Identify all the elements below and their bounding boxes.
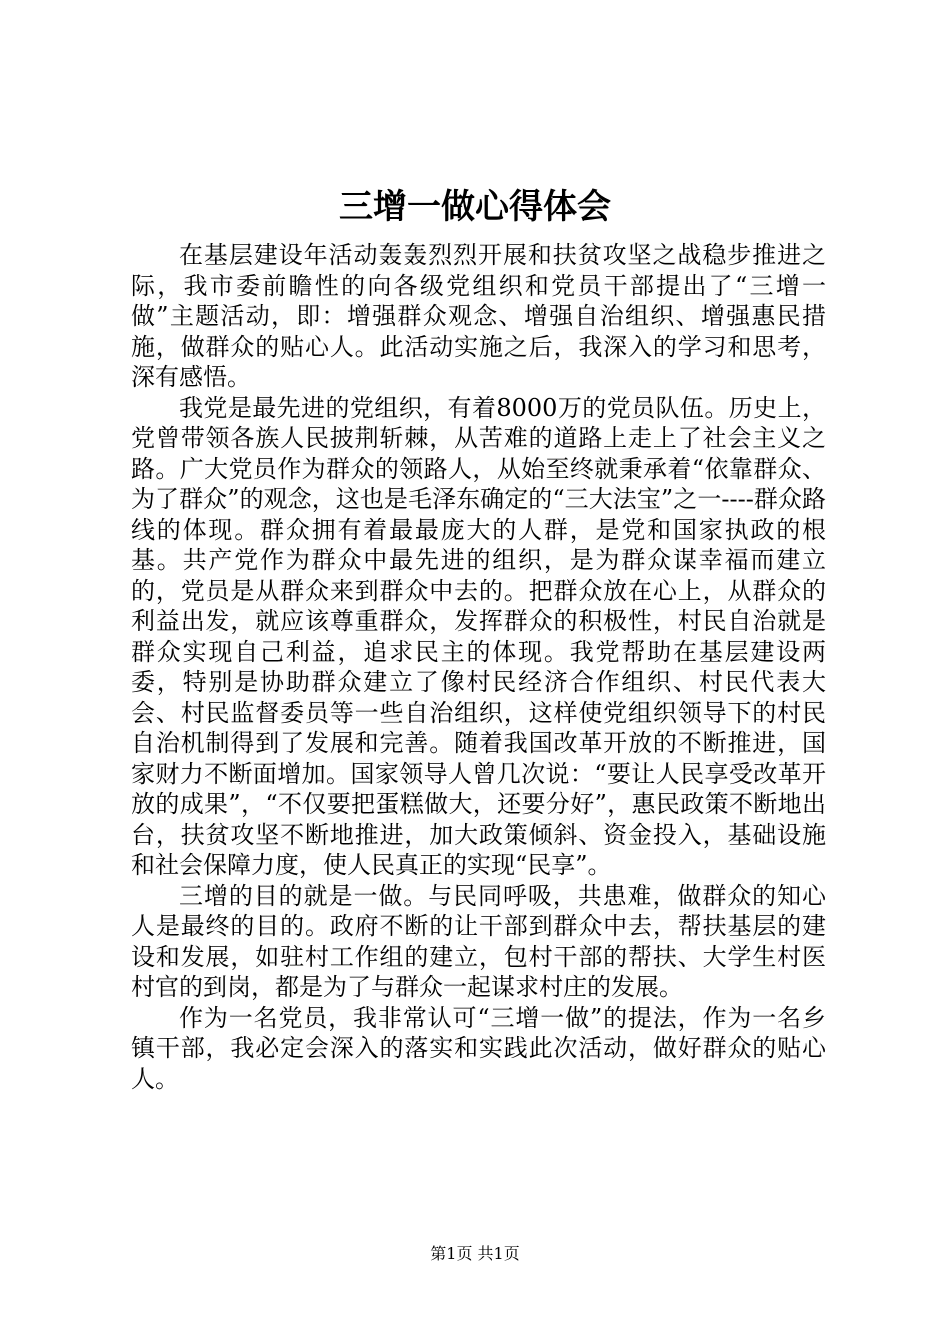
paragraph-1: 在基层建设年活动轰轰烈烈开展和扶贫攻坚之战稳步推进之际，我市委前瞻性的向各级党组织和党员干部提出了“三增一做”主题活动，即：增强群众观念、增强自治组织、增强惠民措施，做群众的贴心人。此活动实施之后，我深入的学习和思考，深有感悟。 [131, 241, 826, 391]
page-footer: 第1页 共1页 [430, 1244, 520, 1263]
document-body [131, 240, 826, 1094]
document-title: 三增一做心得体会 [339, 187, 611, 227]
paragraph-3: 三增的目的就是一做。与民同呼吸，共患难，做群众的知心人是最终的目的。政府不断的让干部到群众中去，帮扶基层的建设和发展，如驻村工作组的建立，包村干部的帮扶、大学生村医村官的到岗，都是为了与群众一起谋求村庄的发展。 [131, 881, 826, 1001]
paragraph-4: 作为一名党员，我非常认可“三增一做”的提法，作为一名乡镇干部，我必定会深入的落实和实践此次活动，做好群众的贴心人。 [131, 1003, 826, 1093]
paragraph-2: 我党是最先进的党组织，有着8000万的党员队伍。历史上，党曾带领各族人民披荆斩棘，从苦难的道路上走上了社会主义之路。广大党员作为群众的领路人，从始至终就秉承着“依靠群众、为了群众”的观念，这也是毛泽东确定的“三大法宝”之一----群众路线的体现。群众拥有着最最庞大的人群，是党和国家执政的根基。共产党作为群众中最先进的组织，是为群众谋幸福而建立的，党员是从群众来到群众中去的。把群众放在心上，从群众的利益出发，就应该尊重群众，发挥群众的积极性，村民自治就是群众实现自己利益，追求民主的体现。我党帮助在基层建设两委，特别是协助群众建立了像村民经济合作组织、村民代表大会、村民监督委员等一些自治组织，这样使党组织领导下的村民自治机制得到了发展和完善。随着我国改革开放的不断推进，国家财力不断面增加。国家领导人曾几次说：“要让人民享受改革开放的成果”，“不仅要把蛋糕做大，还要分好”，惠民政策不断地出台，扶贫攻坚不断地推进，加大政策倾斜、资金投入，基础设施和社会保障力度，使人民真正的实现“民享”。 [131, 393, 826, 879]
